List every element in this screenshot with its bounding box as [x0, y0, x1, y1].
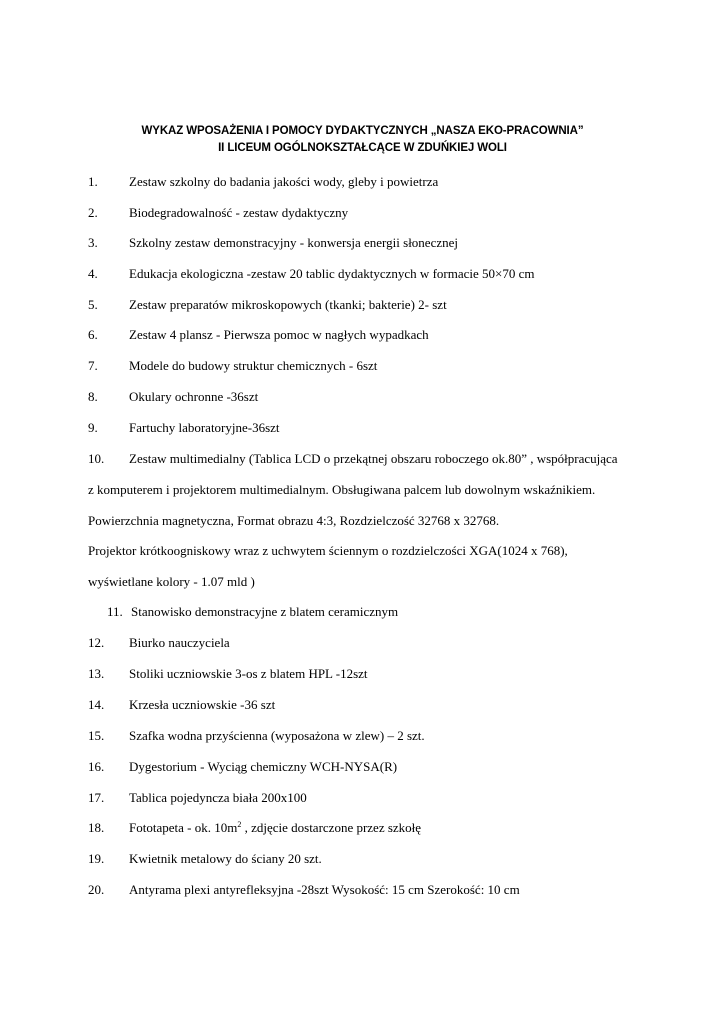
item-number: 19. — [88, 851, 105, 866]
item-number: 13. — [88, 666, 105, 681]
item-text: Szafka wodna przyścienna (wyposażona w zlew) – 2 szt. — [129, 728, 425, 743]
item-text: Biodegradowalność - zestaw dydaktyczny — [129, 205, 349, 220]
document-title: WYKAZ WPOSAŻENIA I POMOCY DYDAKTYCZNYCH „NASZA EKO-PRACOWNIA” — [141, 125, 584, 137]
item-number: 9. — [88, 420, 98, 435]
item-text: Antyrama plexi antyrefleksyjna -28szt Wysokość: 15 cm Szerokość: 10 cm — [129, 882, 520, 897]
item-text: Kwietnik metalowy do ściany 20 szt. — [129, 851, 322, 866]
item-number: 18. — [88, 820, 105, 835]
item-text: Zestaw szkolny do badania jakości wody, gleby i powietrza — [129, 174, 439, 189]
item-number: 3. — [88, 235, 98, 250]
item-text: z komputerem i projektorem multimedialnym. Obsługiwana palcem lub dowolnym wskaźnikiem. — [88, 482, 596, 497]
document-subtitle: II LICEUM OGÓLNOKSZTAŁCĄCE W ZDUŃKIEJ WOLI — [218, 142, 507, 154]
item-number: 7. — [88, 358, 98, 373]
item-number: 17. — [88, 790, 105, 805]
item-text: Biurko nauczyciela — [129, 635, 230, 650]
item-text: Zestaw preparatów mikroskopowych (tkanki; bakterie) 2- szt — [129, 297, 447, 312]
item-number: 4. — [88, 266, 98, 281]
item-number: 11. — [107, 604, 123, 619]
item-text — [129, 820, 421, 836]
item-number: 1. — [88, 174, 98, 189]
item-text: wyświetlane kolory - 1.07 mld ) — [88, 574, 255, 589]
item-number: 12. — [88, 635, 105, 650]
item-number: 10. — [88, 451, 105, 466]
item-text: Stoliki uczniowskie 3-os z blatem HPL -12szt — [129, 666, 368, 681]
item-number: 8. — [88, 389, 98, 404]
item-number: 5. — [88, 297, 98, 312]
item-text: Szkolny zestaw demonstracyjny - konwersja energii słonecznej — [129, 235, 458, 250]
item-number: 15. — [88, 728, 105, 743]
item-text: Dygestorium - Wyciąg chemiczny WCH-NYSA(R) — [129, 759, 398, 774]
item-text: Zestaw 4 plansz - Pierwsza pomoc w nagłych wypadkach — [129, 327, 429, 342]
item-number: 20. — [88, 882, 105, 897]
superscript: 2 — [237, 820, 242, 829]
item-number: 2. — [88, 205, 98, 220]
item-text: Projektor krótkoogniskowy wraz z uchwytem ściennym o rozdzielczości XGA(1024 x 768), — [88, 543, 568, 558]
item-number: 16. — [88, 759, 105, 774]
item-text: Okulary ochronne -36szt — [129, 389, 259, 404]
item-text: Krzesła uczniowskie -36 szt — [129, 697, 276, 712]
item-text: Modele do budowy struktur chemicznych - 6szt — [129, 358, 378, 373]
item-number: 14. — [88, 697, 105, 712]
item-text-before: Fototapeta - ok. 10m — [129, 820, 238, 835]
item-text: Fartuchy laboratoryjne-36szt — [129, 420, 280, 435]
item-number: 6. — [88, 327, 98, 342]
item-text: Tablica pojedyncza biała 200x100 — [129, 790, 307, 805]
item-text: Stanowisko demonstracyjne z blatem ceramicznym — [131, 604, 399, 619]
item-text: Edukacja ekologiczna -zestaw 20 tablic dydaktycznych w formacie 50×70 cm — [129, 266, 535, 281]
item-text-after: , zdjęcie dostarczone przez szkołę — [241, 820, 422, 835]
item-text: Powierzchnia magnetyczna, Format obrazu 4:3, Rozdzielczość 32768 x 32768. — [88, 513, 500, 528]
item-text: Zestaw multimedialny (Tablica LCD o przekątnej obszaru roboczego ok.80” , współpracująca — [129, 451, 618, 466]
